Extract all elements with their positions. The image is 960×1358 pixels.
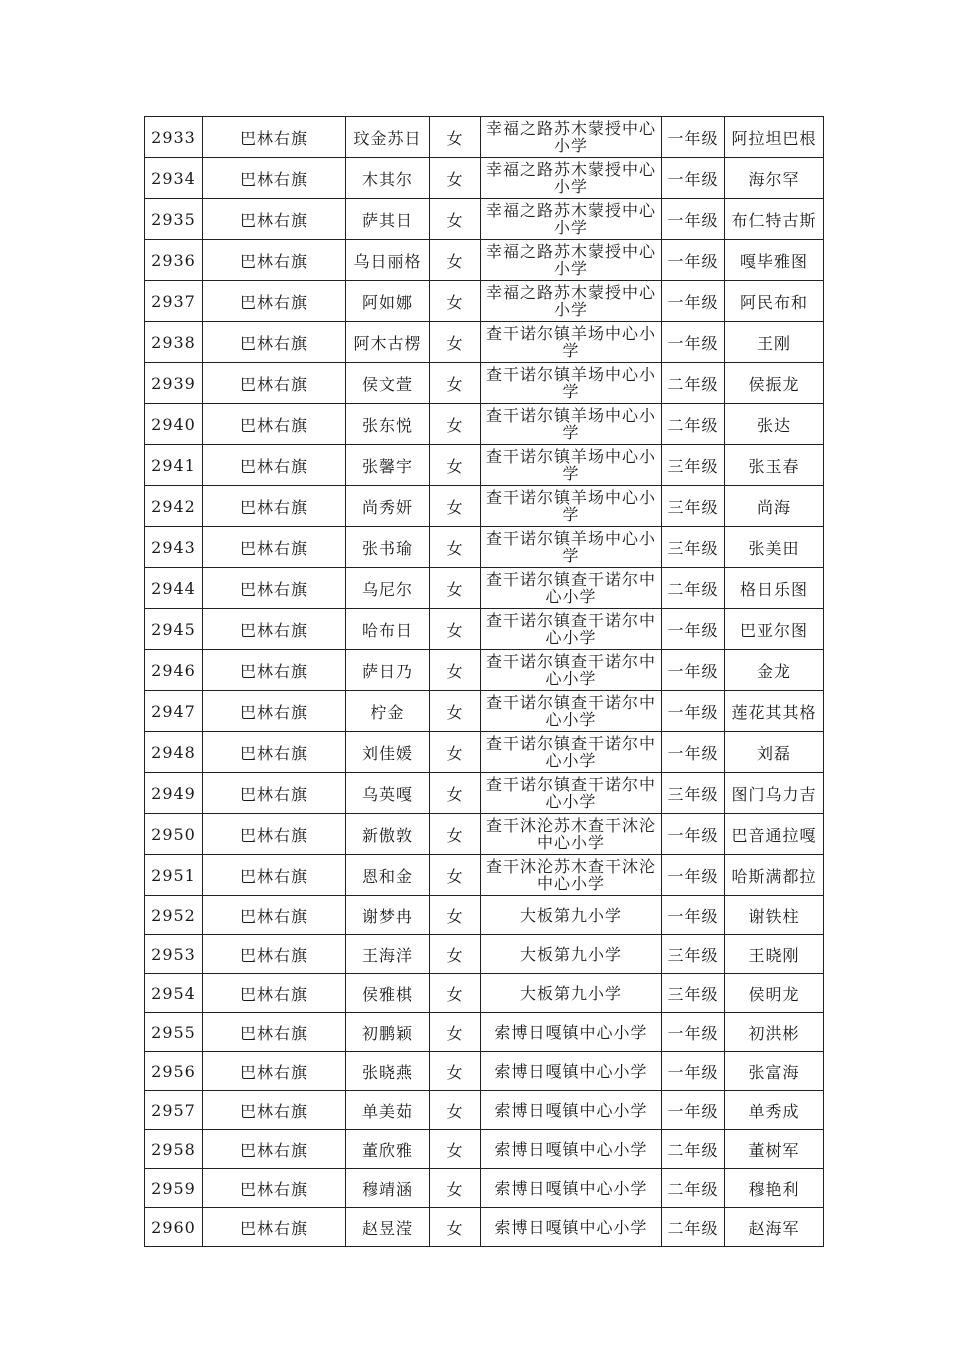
table-row	[145, 814, 824, 855]
row-number: 2951	[145, 855, 203, 896]
table-row	[145, 1013, 824, 1052]
grade-cell: 三年级	[662, 527, 725, 568]
school-cell: 幸福之路苏木蒙授中心小学	[481, 117, 662, 158]
school-cell: 查干诺尔镇查干诺尔中心小学	[481, 609, 662, 650]
gender-cell: 女	[430, 568, 481, 609]
school-cell: 大板第九小学	[481, 974, 662, 1013]
table-row	[145, 609, 824, 650]
table-row	[145, 158, 824, 199]
grade-cell: 三年级	[662, 974, 725, 1013]
parent-name-cell: 侯振龙	[725, 363, 824, 404]
grade-cell: 一年级	[662, 1013, 725, 1052]
parent-name-cell: 刘磊	[725, 732, 824, 773]
gender-cell: 女	[430, 609, 481, 650]
roster-body	[145, 117, 824, 1247]
county-cell: 巴林右旗	[203, 650, 346, 691]
student-name-cell: 张东悦	[346, 404, 430, 445]
parent-name-cell: 张玉春	[725, 445, 824, 486]
gender-cell: 女	[430, 935, 481, 974]
table-row	[145, 527, 824, 568]
row-number: 2946	[145, 650, 203, 691]
student-name-cell: 新傲敦	[346, 814, 430, 855]
table-row	[145, 935, 824, 974]
parent-name-cell: 图门乌力吉	[725, 773, 824, 814]
school-cell: 查干诺尔镇羊场中心小学	[481, 404, 662, 445]
gender-cell: 女	[430, 855, 481, 896]
school-cell: 查干沐沦苏木查干沐沦中心小学	[481, 814, 662, 855]
gender-cell: 女	[430, 199, 481, 240]
row-number: 2935	[145, 199, 203, 240]
student-name-cell: 柠金	[346, 691, 430, 732]
parent-name-cell: 赵海军	[725, 1208, 824, 1247]
student-name-cell: 董欣雅	[346, 1130, 430, 1169]
county-cell: 巴林右旗	[203, 1169, 346, 1208]
grade-cell: 一年级	[662, 855, 725, 896]
student-name-cell: 赵昱滢	[346, 1208, 430, 1247]
school-cell: 查干诺尔镇羊场中心小学	[481, 363, 662, 404]
row-number: 2955	[145, 1013, 203, 1052]
grade-cell: 一年级	[662, 240, 725, 281]
grade-cell: 三年级	[662, 445, 725, 486]
row-number: 2936	[145, 240, 203, 281]
table-row	[145, 896, 824, 935]
grade-cell: 一年级	[662, 896, 725, 935]
gender-cell: 女	[430, 691, 481, 732]
school-cell: 查干诺尔镇查干诺尔中心小学	[481, 773, 662, 814]
table-row	[145, 281, 824, 322]
county-cell: 巴林右旗	[203, 609, 346, 650]
student-name-cell: 初鹏颖	[346, 1013, 430, 1052]
county-cell: 巴林右旗	[203, 814, 346, 855]
parent-name-cell: 初洪彬	[725, 1013, 824, 1052]
grade-cell: 一年级	[662, 732, 725, 773]
row-number: 2952	[145, 896, 203, 935]
table-row	[145, 974, 824, 1013]
county-cell: 巴林右旗	[203, 486, 346, 527]
gender-cell: 女	[430, 486, 481, 527]
grade-cell: 一年级	[662, 322, 725, 363]
table-row	[145, 773, 824, 814]
grade-cell: 二年级	[662, 363, 725, 404]
county-cell: 巴林右旗	[203, 896, 346, 935]
county-cell: 巴林右旗	[203, 527, 346, 568]
gender-cell: 女	[430, 814, 481, 855]
table-row	[145, 691, 824, 732]
row-number: 2949	[145, 773, 203, 814]
row-number: 2958	[145, 1130, 203, 1169]
gender-cell: 女	[430, 158, 481, 199]
table-row	[145, 1169, 824, 1208]
school-cell: 查干诺尔镇查干诺尔中心小学	[481, 732, 662, 773]
county-cell: 巴林右旗	[203, 281, 346, 322]
school-cell: 查干诺尔镇羊场中心小学	[481, 445, 662, 486]
school-cell: 查干诺尔镇羊场中心小学	[481, 486, 662, 527]
grade-cell: 二年级	[662, 568, 725, 609]
row-number: 2937	[145, 281, 203, 322]
grade-cell: 一年级	[662, 691, 725, 732]
table-row	[145, 1208, 824, 1247]
parent-name-cell: 格日乐图	[725, 568, 824, 609]
student-name-cell: 木其尔	[346, 158, 430, 199]
student-name-cell: 萨其日	[346, 199, 430, 240]
parent-name-cell: 张美田	[725, 527, 824, 568]
county-cell: 巴林右旗	[203, 1052, 346, 1091]
table-row	[145, 445, 824, 486]
row-number: 2934	[145, 158, 203, 199]
gender-cell: 女	[430, 1208, 481, 1247]
grade-cell: 一年级	[662, 609, 725, 650]
row-number: 2933	[145, 117, 203, 158]
parent-name-cell: 海尔罕	[725, 158, 824, 199]
school-cell: 查干诺尔镇羊场中心小学	[481, 527, 662, 568]
table-row	[145, 1091, 824, 1130]
parent-name-cell: 布仁特古斯	[725, 199, 824, 240]
row-number: 2939	[145, 363, 203, 404]
parent-name-cell: 侯明龙	[725, 974, 824, 1013]
school-cell: 大板第九小学	[481, 935, 662, 974]
school-cell: 幸福之路苏木蒙授中心小学	[481, 199, 662, 240]
parent-name-cell: 张达	[725, 404, 824, 445]
county-cell: 巴林右旗	[203, 404, 346, 445]
county-cell: 巴林右旗	[203, 1013, 346, 1052]
table-row	[145, 199, 824, 240]
table-row	[145, 240, 824, 281]
county-cell: 巴林右旗	[203, 1091, 346, 1130]
gender-cell: 女	[430, 1091, 481, 1130]
student-name-cell: 穆靖涵	[346, 1169, 430, 1208]
county-cell: 巴林右旗	[203, 855, 346, 896]
parent-name-cell: 穆艳利	[725, 1169, 824, 1208]
student-name-cell: 尚秀妍	[346, 486, 430, 527]
student-name-cell: 萨日乃	[346, 650, 430, 691]
row-number: 2953	[145, 935, 203, 974]
school-cell: 幸福之路苏木蒙授中心小学	[481, 158, 662, 199]
grade-cell: 一年级	[662, 117, 725, 158]
gender-cell: 女	[430, 445, 481, 486]
grade-cell: 一年级	[662, 1052, 725, 1091]
row-number: 2943	[145, 527, 203, 568]
row-number: 2944	[145, 568, 203, 609]
row-number: 2959	[145, 1169, 203, 1208]
student-name-cell: 刘佳媛	[346, 732, 430, 773]
school-cell: 索博日嘎镇中心小学	[481, 1169, 662, 1208]
table-row	[145, 117, 824, 158]
county-cell: 巴林右旗	[203, 1130, 346, 1169]
student-name-cell: 谢梦冉	[346, 896, 430, 935]
table-row	[145, 322, 824, 363]
county-cell: 巴林右旗	[203, 117, 346, 158]
student-name-cell: 阿如娜	[346, 281, 430, 322]
table-row	[145, 650, 824, 691]
gender-cell: 女	[430, 240, 481, 281]
school-cell: 幸福之路苏木蒙授中心小学	[481, 281, 662, 322]
gender-cell: 女	[430, 1013, 481, 1052]
gender-cell: 女	[430, 896, 481, 935]
parent-name-cell: 单秀成	[725, 1091, 824, 1130]
school-cell: 索博日嘎镇中心小学	[481, 1130, 662, 1169]
parent-name-cell: 阿民布和	[725, 281, 824, 322]
grade-cell: 一年级	[662, 814, 725, 855]
row-number: 2941	[145, 445, 203, 486]
county-cell: 巴林右旗	[203, 1208, 346, 1247]
grade-cell: 三年级	[662, 773, 725, 814]
student-name-cell: 乌日丽格	[346, 240, 430, 281]
grade-cell: 一年级	[662, 281, 725, 322]
student-name-cell: 侯文萱	[346, 363, 430, 404]
school-cell: 大板第九小学	[481, 896, 662, 935]
school-cell: 查干诺尔镇羊场中心小学	[481, 322, 662, 363]
row-number: 2940	[145, 404, 203, 445]
parent-name-cell: 王刚	[725, 322, 824, 363]
table-row	[145, 404, 824, 445]
gender-cell: 女	[430, 1052, 481, 1091]
student-name-cell: 张馨宇	[346, 445, 430, 486]
gender-cell: 女	[430, 281, 481, 322]
row-number: 2954	[145, 974, 203, 1013]
gender-cell: 女	[430, 404, 481, 445]
school-cell: 索博日嘎镇中心小学	[481, 1052, 662, 1091]
row-number: 2942	[145, 486, 203, 527]
parent-name-cell: 金龙	[725, 650, 824, 691]
gender-cell: 女	[430, 527, 481, 568]
county-cell: 巴林右旗	[203, 322, 346, 363]
student-name-cell: 张晓燕	[346, 1052, 430, 1091]
grade-cell: 一年级	[662, 650, 725, 691]
table-row	[145, 486, 824, 527]
school-cell: 查干沐沦苏木查干沐沦中心小学	[481, 855, 662, 896]
gender-cell: 女	[430, 732, 481, 773]
county-cell: 巴林右旗	[203, 445, 346, 486]
table-row	[145, 1130, 824, 1169]
parent-name-cell: 王晓刚	[725, 935, 824, 974]
grade-cell: 一年级	[662, 199, 725, 240]
row-number: 2948	[145, 732, 203, 773]
row-number: 2956	[145, 1052, 203, 1091]
gender-cell: 女	[430, 117, 481, 158]
parent-name-cell: 尚海	[725, 486, 824, 527]
row-number: 2957	[145, 1091, 203, 1130]
parent-name-cell: 莲花其其格	[725, 691, 824, 732]
row-number: 2945	[145, 609, 203, 650]
student-name-cell: 哈布日	[346, 609, 430, 650]
school-cell: 索博日嘎镇中心小学	[481, 1013, 662, 1052]
table-row	[145, 363, 824, 404]
county-cell: 巴林右旗	[203, 240, 346, 281]
table-row	[145, 732, 824, 773]
gender-cell: 女	[430, 974, 481, 1013]
gender-cell: 女	[430, 1130, 481, 1169]
row-number: 2960	[145, 1208, 203, 1247]
grade-cell: 三年级	[662, 486, 725, 527]
gender-cell: 女	[430, 363, 481, 404]
grade-cell: 二年级	[662, 1169, 725, 1208]
school-cell: 查干诺尔镇查干诺尔中心小学	[481, 691, 662, 732]
school-cell: 查干诺尔镇查干诺尔中心小学	[481, 568, 662, 609]
county-cell: 巴林右旗	[203, 732, 346, 773]
school-cell: 幸福之路苏木蒙授中心小学	[481, 240, 662, 281]
parent-name-cell: 张富海	[725, 1052, 824, 1091]
student-name-cell: 侯雅棋	[346, 974, 430, 1013]
table-row	[145, 1052, 824, 1091]
gender-cell: 女	[430, 650, 481, 691]
parent-name-cell: 谢铁柱	[725, 896, 824, 935]
grade-cell: 二年级	[662, 404, 725, 445]
school-cell: 索博日嘎镇中心小学	[481, 1091, 662, 1130]
parent-name-cell: 巴音通拉嘎	[725, 814, 824, 855]
county-cell: 巴林右旗	[203, 158, 346, 199]
parent-name-cell: 董树军	[725, 1130, 824, 1169]
parent-name-cell: 巴亚尔图	[725, 609, 824, 650]
student-name-cell: 玟金苏日	[346, 117, 430, 158]
student-name-cell: 张书瑜	[346, 527, 430, 568]
student-name-cell: 阿木古楞	[346, 322, 430, 363]
grade-cell: 二年级	[662, 1208, 725, 1247]
gender-cell: 女	[430, 322, 481, 363]
table-row	[145, 568, 824, 609]
row-number: 2938	[145, 322, 203, 363]
county-cell: 巴林右旗	[203, 773, 346, 814]
parent-name-cell: 哈斯满都拉	[725, 855, 824, 896]
student-name-cell: 单美茹	[346, 1091, 430, 1130]
grade-cell: 三年级	[662, 935, 725, 974]
student-name-cell: 恩和金	[346, 855, 430, 896]
student-name-cell: 乌尼尔	[346, 568, 430, 609]
gender-cell: 女	[430, 773, 481, 814]
county-cell: 巴林右旗	[203, 691, 346, 732]
county-cell: 巴林右旗	[203, 568, 346, 609]
gender-cell: 女	[430, 1169, 481, 1208]
parent-name-cell: 阿拉坦巴根	[725, 117, 824, 158]
grade-cell: 一年级	[662, 158, 725, 199]
grade-cell: 二年级	[662, 1130, 725, 1169]
parent-name-cell: 嘎毕雅图	[725, 240, 824, 281]
county-cell: 巴林右旗	[203, 974, 346, 1013]
school-cell: 查干诺尔镇查干诺尔中心小学	[481, 650, 662, 691]
grade-cell: 一年级	[662, 1091, 725, 1130]
student-roster-table	[144, 116, 824, 1247]
student-name-cell: 乌英嘎	[346, 773, 430, 814]
county-cell: 巴林右旗	[203, 363, 346, 404]
row-number: 2950	[145, 814, 203, 855]
county-cell: 巴林右旗	[203, 935, 346, 974]
student-name-cell: 王海洋	[346, 935, 430, 974]
county-cell: 巴林右旗	[203, 199, 346, 240]
school-cell: 索博日嘎镇中心小学	[481, 1208, 662, 1247]
row-number: 2947	[145, 691, 203, 732]
table-row	[145, 855, 824, 896]
